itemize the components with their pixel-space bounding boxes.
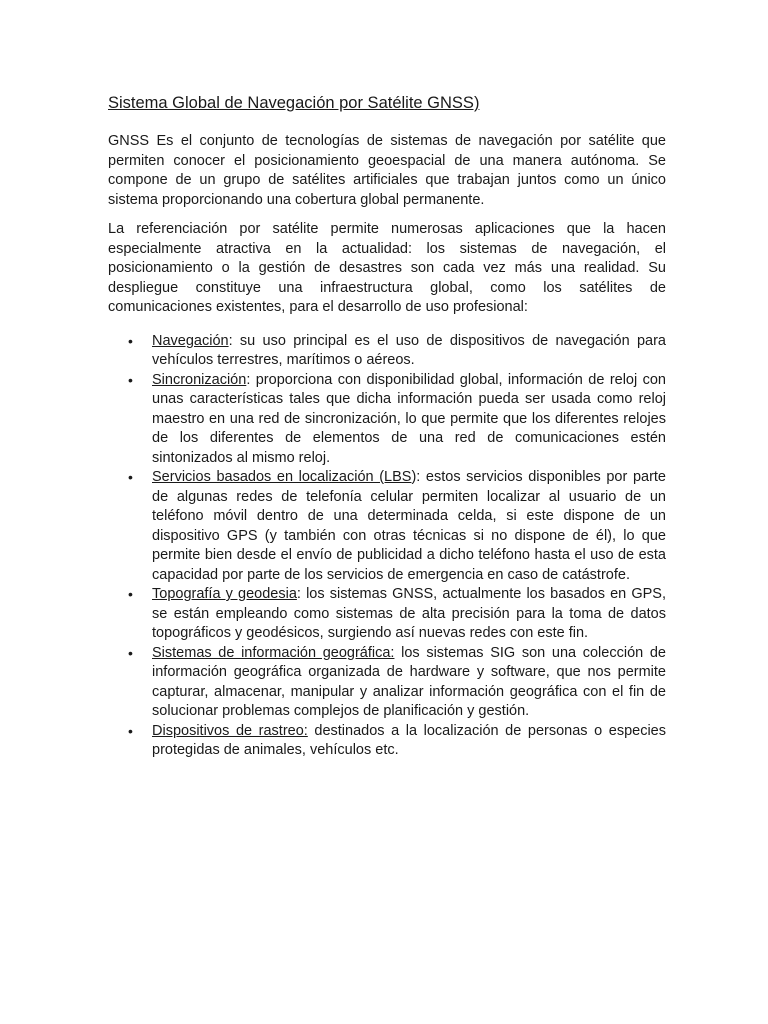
list-item-navegacion — [108, 332, 666, 371]
bullet-icon: • — [128, 586, 133, 602]
list-item-lbs — [108, 468, 666, 585]
item-term: Sistemas de información geográfica: — [152, 644, 395, 661]
list-item-topografia — [108, 585, 666, 644]
list-item-sincronizacion — [108, 371, 666, 469]
bullet-icon: • — [128, 469, 133, 485]
item-text: : proporciona con disponibilidad global, información de reloj con unas características tales que dicha información pueda ser usada como reloj maestro en una red de sincronización, lo que permite que los diferentes relojes de los diferentes de elementos de una red de comunicaciones estén sintonizados al mismo reloj. — [152, 371, 666, 466]
applications-paragraph: La referenciación por satélite permite numerosas aplicaciones que la hacen especialmente atractiva en la actualidad: los sistemas de navegación, el posicionamiento o la gestión de desastres son cada vez más una realidad. Su despliegue constituye una infraestructura global, como los satélites de comunicaciones existentes, para el desarrollo de uso profesional: — [108, 221, 666, 315]
bullet-icon: • — [128, 644, 133, 661]
item-term: Sincronización — [152, 371, 247, 388]
applications-list — [108, 332, 666, 761]
list-item-rastreo — [108, 722, 666, 761]
item-text: : su uso principal es el uso de dispositivos de navegación para vehículos terrestres, marítimos o aéreos. — [152, 332, 666, 368]
bullet-icon: • — [128, 332, 133, 349]
item-term: Dispositivos de rastreo: — [152, 722, 308, 739]
intro-paragraph: GNSS Es el conjunto de tecnologías de sistemas de navegación por satélite que permiten conocer el posicionamiento geoespacial de una manera autónoma. Se compone de un grupo de satélites artificiales que trabajan juntos como un único sistema proporcionando una cobertura global permanente. — [108, 133, 666, 208]
bullet-icon: • — [128, 722, 133, 739]
document-title: Sistema Global de Navegación por Satélite GNSS) — [108, 94, 480, 112]
item-term: Servicios basados en localización (LBS — [152, 469, 412, 485]
item-text: : los sistemas GNSS, actualmente los basados en GPS, se están empleando como sistemas de alta precisión para la toma de datos topográficos y geodésicos, surgiendo así nuevas redes con este fin. — [152, 586, 667, 641]
list-item-sig — [108, 644, 666, 722]
item-term: Topografía y geodesia — [152, 586, 297, 602]
bullet-icon: • — [128, 371, 133, 388]
item-text: los sistemas SIG son una colección de información geográfica organizada de hardware y software, que nos permite capturar, almacenar, manipular y analizar información geográfica con el fin de solucionar problemas complejos de planificación y gestión. — [152, 644, 666, 719]
item-term: Navegación — [152, 332, 229, 349]
item-text: ): estos servicios disponibles por parte de algunas redes de telefonía celular permiten localizar al usuario de un teléfono móvil dentro de una determinada celda, si este dispone de un dispositivo GPS (y también con otras técnicas si no dispone de él), lo que permite bien desde el envío de publicidad a dicho teléfono hasta el uso de esta capacidad por parte de los servicios de emergencia en caso de catástrofe. — [152, 469, 666, 583]
document-page — [108, 92, 666, 761]
item-text: destinados a la localización de personas o especies protegidas de animales, vehículos etc. — [152, 722, 666, 758]
